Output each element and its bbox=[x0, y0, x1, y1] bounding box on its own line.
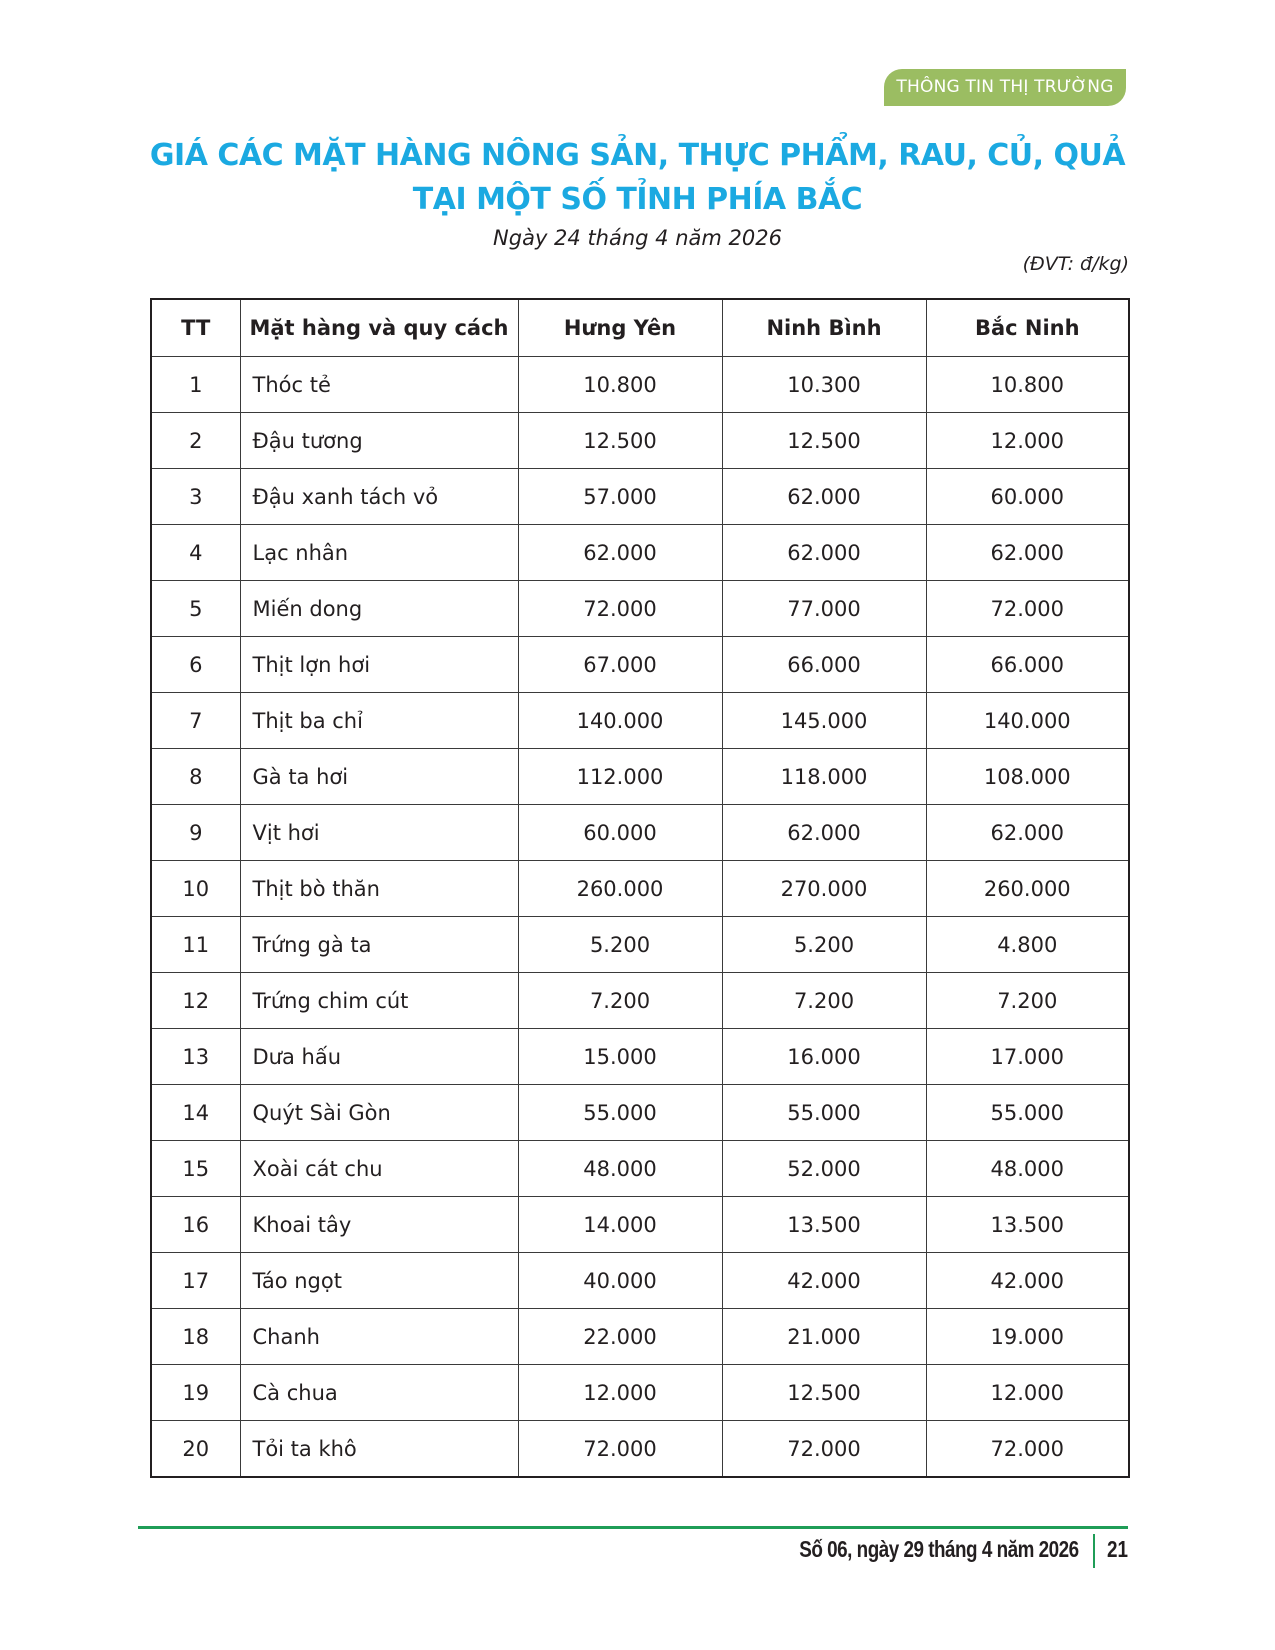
footer-separator bbox=[1093, 1534, 1095, 1568]
price-hung-yen: 48.000 bbox=[518, 1141, 722, 1197]
price-bac-ninh: 66.000 bbox=[926, 637, 1129, 693]
price-hung-yen: 60.000 bbox=[518, 805, 722, 861]
price-ninh-binh: 55.000 bbox=[722, 1085, 926, 1141]
price-bac-ninh: 72.000 bbox=[926, 581, 1129, 637]
row-number: 6 bbox=[151, 637, 240, 693]
price-hung-yen: 72.000 bbox=[518, 581, 722, 637]
price-hung-yen: 140.000 bbox=[518, 693, 722, 749]
item-name: Thóc tẻ bbox=[240, 357, 518, 413]
price-hung-yen: 7.200 bbox=[518, 973, 722, 1029]
item-name: Dưa hấu bbox=[240, 1029, 518, 1085]
price-bac-ninh: 4.800 bbox=[926, 917, 1129, 973]
price-hung-yen: 67.000 bbox=[518, 637, 722, 693]
price-hung-yen: 10.800 bbox=[518, 357, 722, 413]
item-name: Thịt lợn hơi bbox=[240, 637, 518, 693]
price-bac-ninh: 55.000 bbox=[926, 1085, 1129, 1141]
price-hung-yen: 55.000 bbox=[518, 1085, 722, 1141]
item-name: Thịt ba chỉ bbox=[240, 693, 518, 749]
row-number: 13 bbox=[151, 1029, 240, 1085]
table-row bbox=[151, 525, 1129, 581]
table-row bbox=[151, 357, 1129, 413]
price-hung-yen: 12.000 bbox=[518, 1365, 722, 1421]
table-row bbox=[151, 581, 1129, 637]
price-bac-ninh: 19.000 bbox=[926, 1309, 1129, 1365]
row-number: 7 bbox=[151, 693, 240, 749]
row-number: 19 bbox=[151, 1365, 240, 1421]
row-number: 9 bbox=[151, 805, 240, 861]
header-ninh-binh: Ninh Bình bbox=[722, 299, 926, 357]
section-tab: THÔNG TIN THỊ TRƯỜNG bbox=[884, 69, 1126, 106]
table-row bbox=[151, 973, 1129, 1029]
footer-issue-info: Số 06, ngày 29 tháng 4 năm 2026 bbox=[799, 1536, 1079, 1562]
price-ninh-binh: 13.500 bbox=[722, 1197, 926, 1253]
page-title-line-1: GIÁ CÁC MẶT HÀNG NÔNG SẢN, THỰC PHẨM, RAU, CỦ, QUẢ bbox=[149, 138, 1126, 173]
price-ninh-binh: 21.000 bbox=[722, 1309, 926, 1365]
header-hung-yen: Hưng Yên bbox=[518, 299, 722, 357]
page-title-line-2: TẠI MỘT SỐ TỈNH PHÍA BẮC bbox=[412, 182, 863, 217]
row-number: 3 bbox=[151, 469, 240, 525]
item-name: Xoài cát chu bbox=[240, 1141, 518, 1197]
table-row bbox=[151, 1421, 1129, 1478]
table-row bbox=[151, 1253, 1129, 1309]
item-name: Trứng gà ta bbox=[240, 917, 518, 973]
item-name: Vịt hơi bbox=[240, 805, 518, 861]
table-row bbox=[151, 1309, 1129, 1365]
price-ninh-binh: 62.000 bbox=[722, 805, 926, 861]
report-date: Ngày 24 tháng 4 năm 2026 bbox=[493, 226, 782, 250]
row-number: 8 bbox=[151, 749, 240, 805]
row-number: 20 bbox=[151, 1421, 240, 1478]
footer-divider-line bbox=[138, 1526, 1128, 1529]
item-name: Táo ngọt bbox=[240, 1253, 518, 1309]
price-ninh-binh: 12.500 bbox=[722, 1365, 926, 1421]
price-ninh-binh: 42.000 bbox=[722, 1253, 926, 1309]
price-bac-ninh: 140.000 bbox=[926, 693, 1129, 749]
price-ninh-binh: 77.000 bbox=[722, 581, 926, 637]
table-header-row bbox=[151, 299, 1129, 357]
price-hung-yen: 40.000 bbox=[518, 1253, 722, 1309]
price-hung-yen: 14.000 bbox=[518, 1197, 722, 1253]
price-hung-yen: 62.000 bbox=[518, 525, 722, 581]
table-row bbox=[151, 1141, 1129, 1197]
table-body bbox=[151, 357, 1129, 1478]
price-ninh-binh: 5.200 bbox=[722, 917, 926, 973]
price-hung-yen: 15.000 bbox=[518, 1029, 722, 1085]
unit-label: (ĐVT: đ/kg) bbox=[1022, 253, 1129, 275]
price-bac-ninh: 108.000 bbox=[926, 749, 1129, 805]
row-number: 16 bbox=[151, 1197, 240, 1253]
row-number: 5 bbox=[151, 581, 240, 637]
price-bac-ninh: 260.000 bbox=[926, 861, 1129, 917]
price-bac-ninh: 12.000 bbox=[926, 413, 1129, 469]
price-ninh-binh: 66.000 bbox=[722, 637, 926, 693]
item-name: Đậu tương bbox=[240, 413, 518, 469]
header-bac-ninh: Bắc Ninh bbox=[926, 299, 1129, 357]
table-row bbox=[151, 1029, 1129, 1085]
price-hung-yen: 260.000 bbox=[518, 861, 722, 917]
table-row bbox=[151, 1365, 1129, 1421]
item-name: Khoai tây bbox=[240, 1197, 518, 1253]
price-hung-yen: 72.000 bbox=[518, 1421, 722, 1478]
table-row bbox=[151, 469, 1129, 525]
price-bac-ninh: 60.000 bbox=[926, 469, 1129, 525]
table-row bbox=[151, 1085, 1129, 1141]
price-hung-yen: 57.000 bbox=[518, 469, 722, 525]
row-number: 1 bbox=[151, 357, 240, 413]
row-number: 12 bbox=[151, 973, 240, 1029]
price-bac-ninh: 7.200 bbox=[926, 973, 1129, 1029]
item-name: Thịt bò thăn bbox=[240, 861, 518, 917]
table-row bbox=[151, 1197, 1129, 1253]
price-ninh-binh: 72.000 bbox=[722, 1421, 926, 1478]
price-bac-ninh: 62.000 bbox=[926, 525, 1129, 581]
price-ninh-binh: 145.000 bbox=[722, 693, 926, 749]
price-hung-yen: 5.200 bbox=[518, 917, 722, 973]
item-name: Miến dong bbox=[240, 581, 518, 637]
item-name: Cà chua bbox=[240, 1365, 518, 1421]
table-row bbox=[151, 861, 1129, 917]
row-number: 2 bbox=[151, 413, 240, 469]
price-ninh-binh: 16.000 bbox=[722, 1029, 926, 1085]
item-name: Đậu xanh tách vỏ bbox=[240, 469, 518, 525]
price-ninh-binh: 62.000 bbox=[722, 525, 926, 581]
row-number: 4 bbox=[151, 525, 240, 581]
price-ninh-binh: 12.500 bbox=[722, 413, 926, 469]
item-name: Trứng chim cút bbox=[240, 973, 518, 1029]
price-bac-ninh: 12.000 bbox=[926, 1365, 1129, 1421]
item-name: Quýt Sài Gòn bbox=[240, 1085, 518, 1141]
table-row bbox=[151, 413, 1129, 469]
price-bac-ninh: 13.500 bbox=[926, 1197, 1129, 1253]
price-table bbox=[150, 298, 1130, 1478]
price-hung-yen: 112.000 bbox=[518, 749, 722, 805]
row-number: 15 bbox=[151, 1141, 240, 1197]
price-ninh-binh: 7.200 bbox=[722, 973, 926, 1029]
price-ninh-binh: 52.000 bbox=[722, 1141, 926, 1197]
table-row bbox=[151, 693, 1129, 749]
header-item: Mặt hàng và quy cách bbox=[240, 299, 518, 357]
item-name: Gà ta hơi bbox=[240, 749, 518, 805]
page-number: 21 bbox=[1107, 1536, 1128, 1562]
row-number: 14 bbox=[151, 1085, 240, 1141]
row-number: 18 bbox=[151, 1309, 240, 1365]
item-name: Chanh bbox=[240, 1309, 518, 1365]
row-number: 11 bbox=[151, 917, 240, 973]
price-ninh-binh: 270.000 bbox=[722, 861, 926, 917]
table-row bbox=[151, 805, 1129, 861]
price-bac-ninh: 62.000 bbox=[926, 805, 1129, 861]
header-tt: TT bbox=[151, 299, 240, 357]
row-number: 17 bbox=[151, 1253, 240, 1309]
price-ninh-binh: 118.000 bbox=[722, 749, 926, 805]
price-ninh-binh: 62.000 bbox=[722, 469, 926, 525]
price-bac-ninh: 10.800 bbox=[926, 357, 1129, 413]
table-row bbox=[151, 749, 1129, 805]
price-bac-ninh: 72.000 bbox=[926, 1421, 1129, 1478]
price-bac-ninh: 48.000 bbox=[926, 1141, 1129, 1197]
price-hung-yen: 12.500 bbox=[518, 413, 722, 469]
price-ninh-binh: 10.300 bbox=[722, 357, 926, 413]
row-number: 10 bbox=[151, 861, 240, 917]
price-bac-ninh: 17.000 bbox=[926, 1029, 1129, 1085]
item-name: Lạc nhân bbox=[240, 525, 518, 581]
table-row bbox=[151, 917, 1129, 973]
item-name: Tỏi ta khô bbox=[240, 1421, 518, 1478]
price-hung-yen: 22.000 bbox=[518, 1309, 722, 1365]
price-bac-ninh: 42.000 bbox=[926, 1253, 1129, 1309]
table-row bbox=[151, 637, 1129, 693]
